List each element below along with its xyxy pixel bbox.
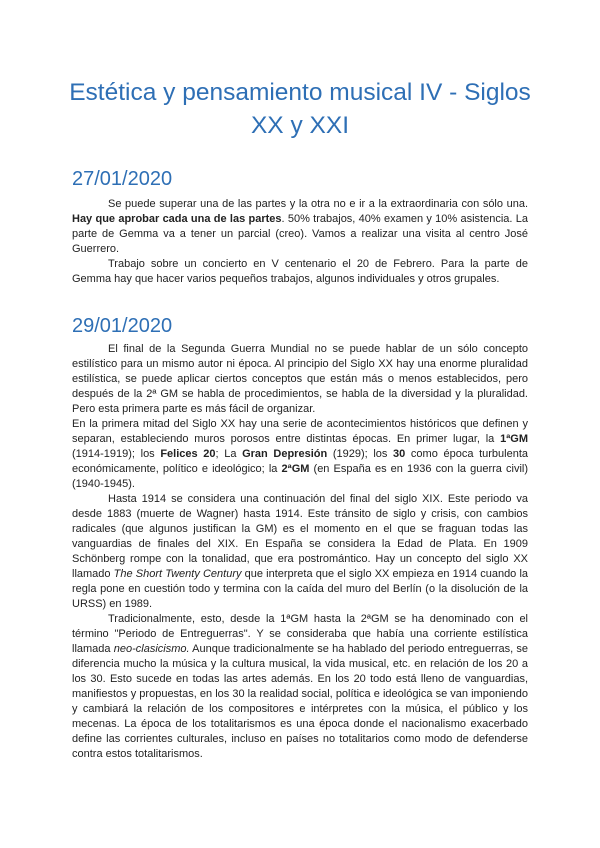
paragraph-text: ; La	[215, 448, 243, 460]
bold-text: Hay que aprobar cada una de las partes	[72, 213, 282, 225]
paragraph	[72, 612, 528, 762]
paragraph	[72, 492, 528, 612]
paragraph	[72, 257, 528, 287]
section-body	[72, 197, 528, 287]
section-date-heading: 27/01/2020	[72, 168, 173, 190]
paragraph-text: Trabajo sobre un concierto en V centenario el 20 de Febrero. Para la parte de Gemma hay que hacer varios pequeños trabajos, algunos individuales y otros grupales.	[72, 258, 528, 285]
paragraph-text: Se puede superar una de las partes y la otra no e ir a la extraordinaria con sólo una.	[108, 198, 528, 210]
paragraph	[72, 197, 528, 257]
bold-text: 2ªGM	[281, 463, 310, 475]
bold-text: Gran Depresión	[242, 448, 328, 460]
paragraph-text: (1914-1919); los	[72, 448, 161, 460]
section-body	[72, 342, 528, 762]
paragraph-text: Aunque tradicionalmente se ha hablado del periodo entreguerras, se diferencia mucho la música y la cultura musical, la vida musical, etc. en relación de los 20 a los 30. Esto sucede en todas las artes además. En los 20 todo está lleno de vanguardias, manifiestos y propuestas, en los 30 la realidad social, política e ideológica se van imponiendo y cambiará la relación de los compositores e intérpretes con la música, el público y los mecenas. La época de los totalitarismos es una época donde el nacionalismo exacerbado define las corrientes culturales, incluso en países no totalitarios como modo de defenderse contra estos totalitarismos.	[72, 643, 528, 760]
paragraph-text: como época turbulenta económicamente, político e ideológico; la	[72, 448, 529, 475]
paragraph-text: . 50% trabajos, 40% examen y 10% asistencia. La parte de Gemma va a tener un parcial (creo). Vamos a realizar una visita al centro José Guerrero.	[72, 213, 528, 255]
paragraph	[72, 417, 528, 492]
paragraph-text: que interpreta que el siglo XX empieza en 1914 cuando la regla pone en cuestión todo y termina con la caída del muro del Berlín (o la disolución de la URSS) en 1989.	[72, 568, 529, 610]
bold-text: 30	[393, 448, 406, 460]
section-date-heading: 29/01/2020	[72, 315, 173, 337]
paragraph-text: En la primera mitad del Siglo XX hay una serie de acontecimientos históricos que definen y separan, estableciendo muros porosos entre distintas épocas. En primer lugar, la	[72, 418, 528, 445]
paragraph-text: (1929); los	[327, 448, 394, 460]
paragraph-text: El final de la Segunda Guerra Mundial no se puede hablar de un sólo concepto estilístico para un mismo autor ni época. Al principio del Siglo XX hay una enorme pluralidad estilística, se puede aplicar ciertos conceptos que están más o menos establecidos, pero después de la 2ª GM se habla de procedimientos, se habla de la diversidad y la pluralidad. Pero esta primera parte es más fácil de organizar.	[72, 343, 528, 415]
document-title: Estética y pensamiento musical IV - Siglos XX y XXI	[69, 79, 531, 139]
italic-text: neo-clasicismo.	[113, 643, 190, 655]
paragraph-text: Tradicionalmente, esto, desde la 1ªGM hasta la 2ªGM se ha denominado con el término "Periodo de Entreguerras". Y se consideraba que había una corriente estilística llamada	[72, 613, 528, 655]
paragraph	[72, 342, 528, 417]
paragraph-text: (en España es en 1936 con la guerra civil) (1940-1945).	[72, 463, 529, 490]
bold-text: 1ªGM	[500, 433, 528, 445]
italic-text: The Short Twenty Century	[113, 568, 242, 580]
bold-text: Felices 20	[160, 448, 216, 460]
paragraph-text: Hasta 1914 se considera una continuación del final del siglo XIX. Este periodo va desde 1883 (muerte de Wagner) hasta 1914. Este tránsito de siglo y crisis, con cambios radicales (que algunos justifican la GM) es el momento en el que se fraguan todas las vanguardias de finales del XIX. En España se considera la Edad de Plata. En 1909 Schönberg rompe con la tonalidad, que era postromántico. Hay un concepto del siglo XX llamado	[72, 493, 528, 580]
